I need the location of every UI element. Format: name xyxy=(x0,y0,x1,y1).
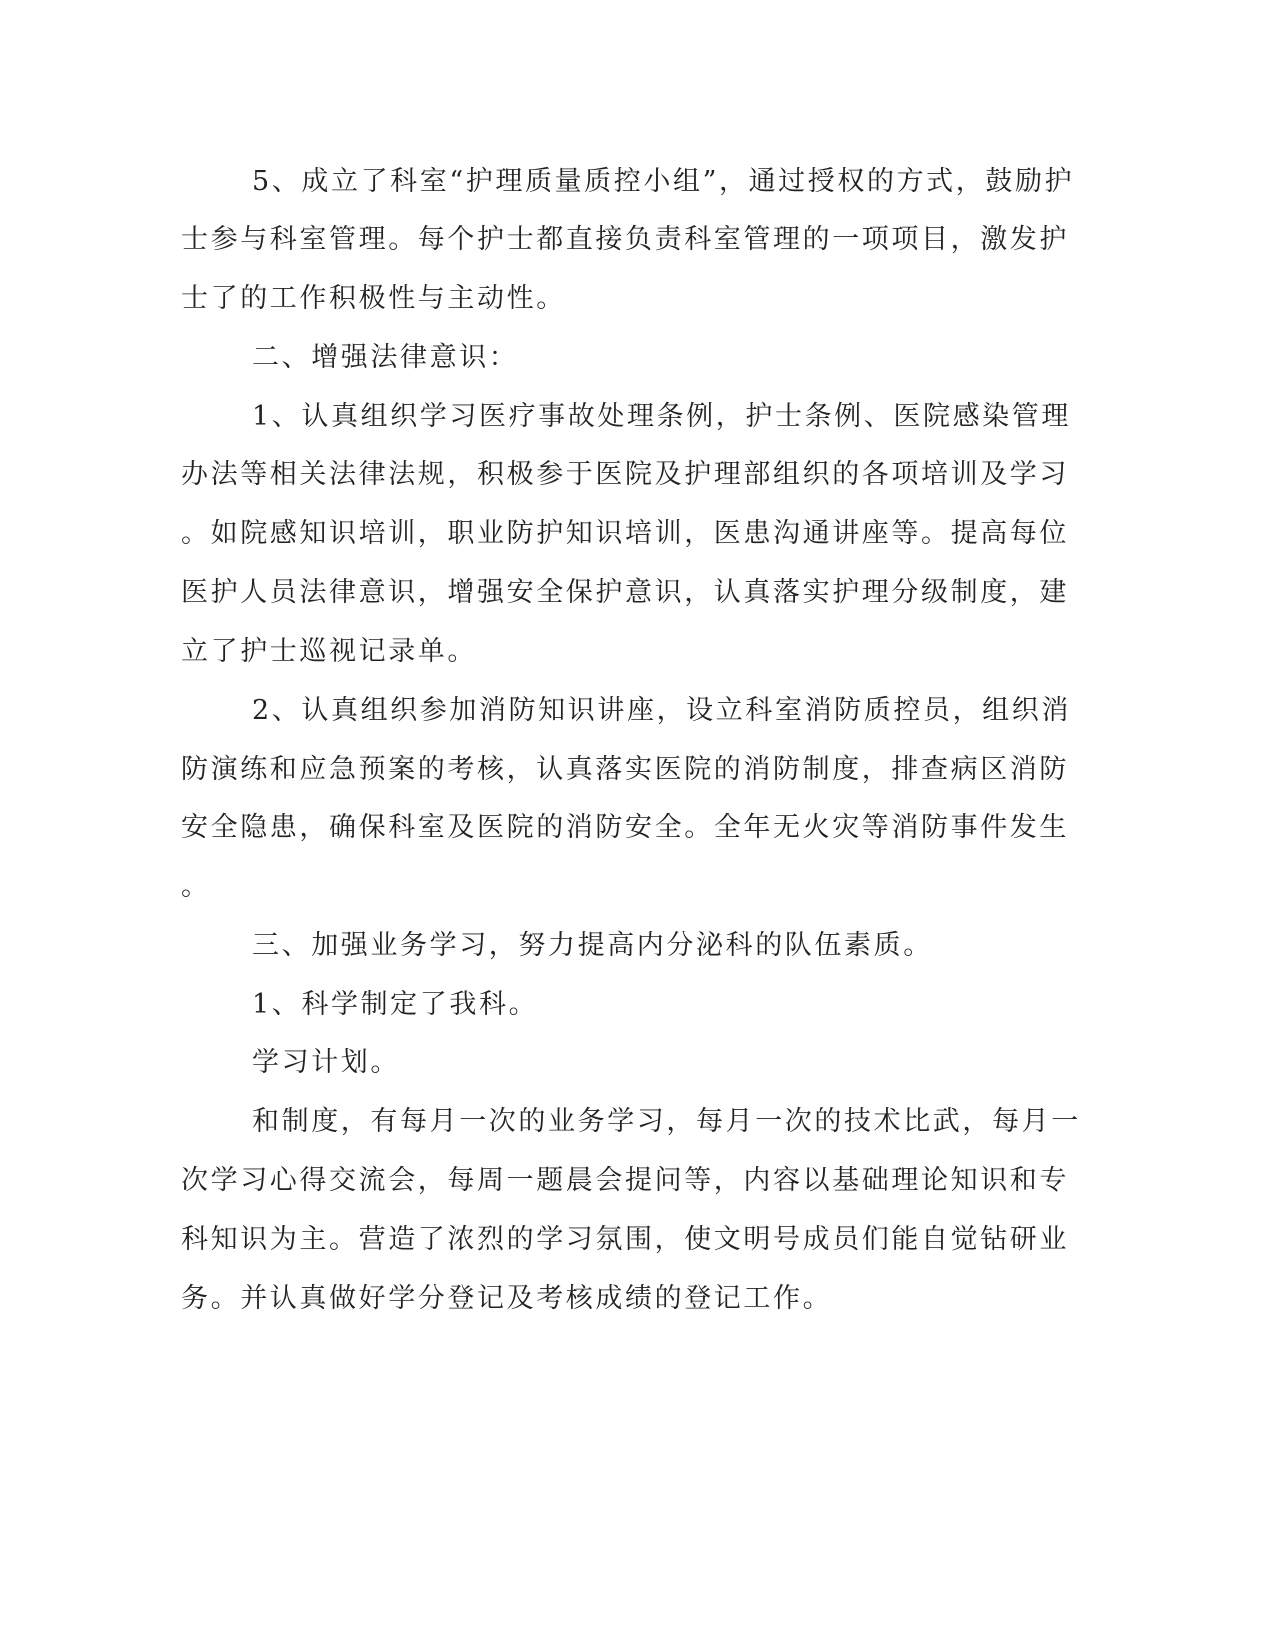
text-line: 医护人员法律意识，增强安全保护意识，认真落实护理分级制度，建 xyxy=(181,577,1069,608)
text-line: 士了的工作积极性与主动性。 xyxy=(181,283,566,314)
text-line: 1、科学制定了我科。 xyxy=(252,989,539,1020)
text-line: 办法等相关法律法规，积极参于医院及护理部组织的各项培训及学习 xyxy=(181,459,1069,490)
text-line: 士参与科室管理。每个护士都直接负责科室管理的一项项目，激发护 xyxy=(181,224,1069,255)
text-line: 次学习心得交流会，每周一题晨会提问等，内容以基础理论知识和专 xyxy=(181,1165,1069,1196)
text-line: 防演练和应急预案的考核，认真落实医院的消防制度，排查病区消防 xyxy=(181,754,1069,785)
section-heading: 三、加强业务学习，努力提高内分泌科的队伍素质。 xyxy=(252,930,933,961)
text-line: 1、认真组织学习医疗事故处理条例，护士条例、医院感染管理 xyxy=(252,401,1071,432)
text-line: 安全隐患，确保科室及医院的消防安全。全年无火灾等消防事件发生 xyxy=(181,812,1069,843)
text-line: 。 xyxy=(181,871,211,902)
text-line: 和制度，有每月一次的业务学习，每月一次的技术比武，每月一 xyxy=(252,1106,1081,1137)
text-line: 。如院感知识培训，职业防护知识培训，医患沟通讲座等。提高每位 xyxy=(181,518,1069,549)
text-line: 立了护士巡视记录单。 xyxy=(181,636,477,667)
text-line: 学习计划。 xyxy=(252,1047,400,1078)
text-line: 2、认真组织参加消防知识讲座，设立科室消防质控员，组织消 xyxy=(252,695,1071,726)
text-line: 科知识为主。营造了浓烈的学习氛围，使文明号成员们能自觉钻研业 xyxy=(181,1224,1069,1255)
section-heading: 二、增强法律意识： xyxy=(252,342,519,373)
text-line: 5、成立了科室“护理质量质控小组”，通过授权的方式，鼓励护 xyxy=(252,166,1075,197)
text-line: 务。并认真做好学分登记及考核成绩的登记工作。 xyxy=(181,1283,833,1314)
